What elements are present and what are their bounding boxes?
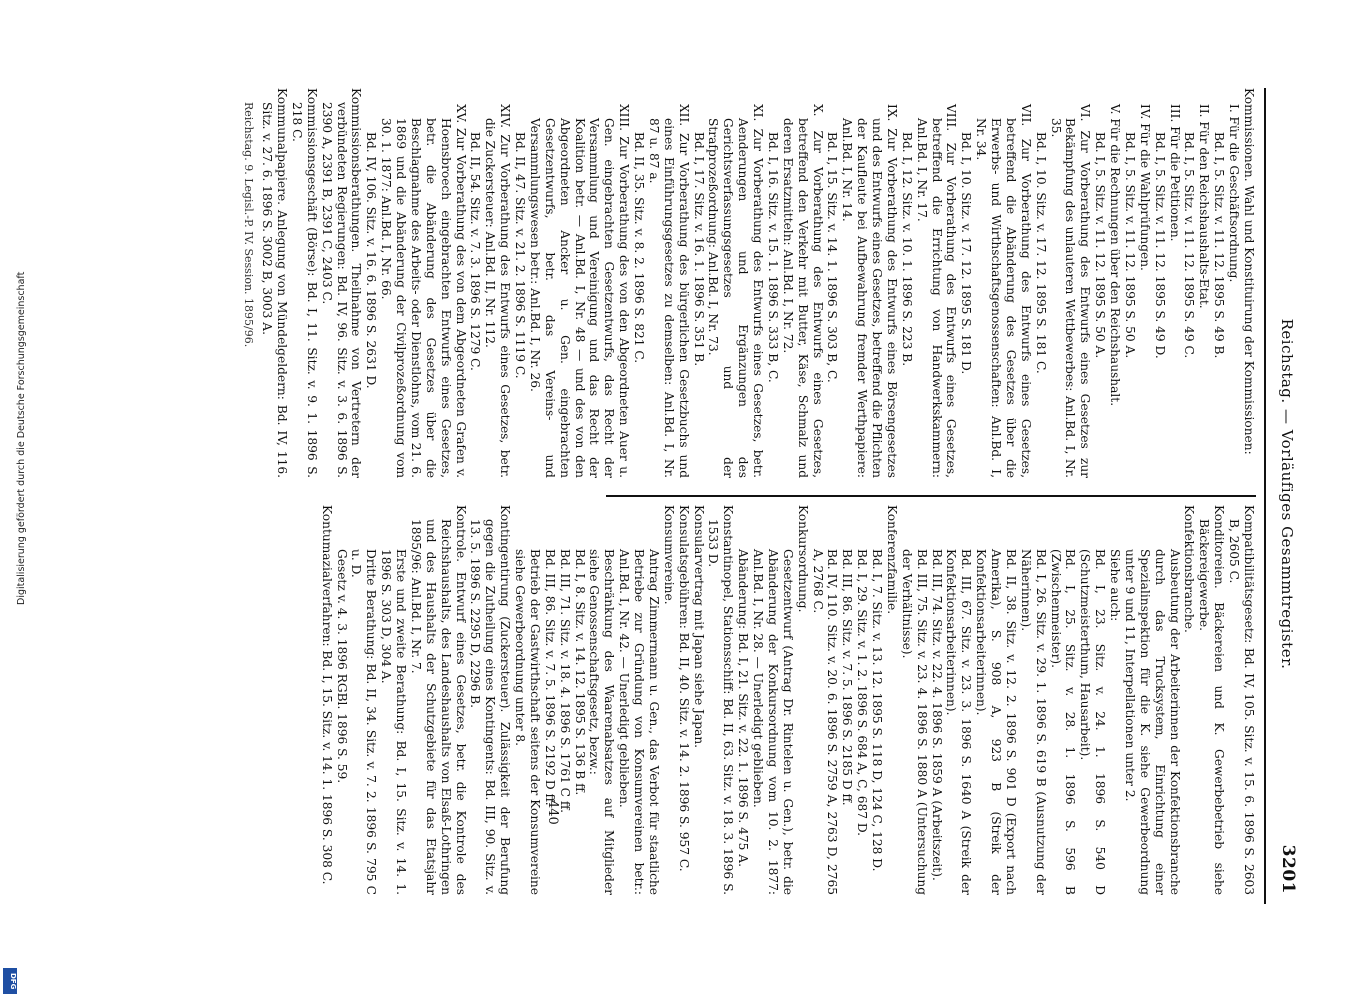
index-entry: Konstantinopel, Stationsschiff: Bd. II, 63. Sitz. v. 18. 3. 1896 S. 1533 D.	[706, 505, 736, 895]
column-divider	[606, 495, 1256, 497]
left-column	[242, 88, 1256, 478]
index-subentry: VII. Zur Vorberathung des Entwurfs eines Gesetzes, betreffend die Abänderung des Gesetzes über die Erwerbs- und Wirthschaftsgenossenschaften: Anl.Bd. I, Nr. 34.	[974, 104, 1033, 478]
index-subentry: Bd. I, 29. Sitz. v. 1. 2. 1896 S. 684 A, C, 687 D.	[855, 549, 870, 837]
footer-page-number: 440	[545, 800, 560, 825]
index-subentry: Erste und zweite Berathung: Bd. I, 15. Sitz. v. 14. 1. 1896 S. 303 D, 304 A.	[379, 549, 409, 895]
index-subentry: Bd. I, 10. Sitz. v. 17. 12. 1895 S. 181 C.	[1033, 132, 1048, 374]
index-subentry: Beschränkung des Waarenabsatzes auf Mitglieder siehe Genossenschaftsgesetz, bezw.:	[587, 549, 617, 895]
dfg-logo: DFG	[3, 968, 17, 994]
index-subentry: Bd. I, 5. Sitz. v. 11. 12. 1895 S. 49 D.	[1152, 132, 1167, 359]
index-subentry: IV. Für die Wahlprüfungen.	[1137, 104, 1152, 271]
index-entry: Kontingentirung (Zuckersteuer). Zulässigkeit der Berufung gegen die Zutheilung eines Kontingents: Bd. III, 90. Sitz. v. 13. 5. 1896 S. 2295 D, 2296 B.	[468, 505, 513, 895]
index-subentry: IX. Zur Vorberathung des Entwurfs eines Börsengesetzes und des Entwurfs eines Gesetzes, betreffend die Pflichten der Kaufleute bei Aufbewahrung fremder Werthpapiere: Anl.Bd. I, Nr. 14.	[840, 104, 899, 478]
index-subentry: Bd. I, 5. Sitz. v. 11. 12. 1895 S. 50 A.	[1123, 132, 1137, 359]
index-subentry: Bd. III, 86. Sitz. v. 7. 5. 1896 S. 2185 D ff.	[840, 549, 855, 806]
index-subentry: VIII. Zur Vorberathung des Entwurfs eines Gesetzes, betreffend die Errichtung von Handwerkskammern: Anl.Bd. I, Nr. 17.	[914, 104, 959, 478]
index-subentry: Siehe auch:	[1108, 549, 1123, 622]
index-subentry: Gesetzentwurf (Antrag Dr. Rintelen u. Gen.), betr. die Abänderung der Konkursordnung vom 10. 2. 1877: Anl.Bd. I, Nr. 28. — Unerledigt geblieben.	[751, 549, 795, 895]
index-subentry: Bd. I, 7. Sitz. v. 13. 12. 1895 S. 118 D, 124 C, 128 D.	[870, 549, 885, 872]
index-subentry: Abänderung: Bd. I, 21. Sitz. v. 22. 1. 1896 S. 475 A.	[736, 549, 751, 867]
index-subentry: Bd. III, 67. Sitz. v. 23. 3. 1896 S. 1640 A (Streik der Konfektionsarbeiterinnen).	[944, 549, 974, 895]
index-subentry: Bd. I, 23. Sitz. v. 24. 1. 1896 S. 540 D (Schutzmeisterthum, Hausarbeit).	[1078, 549, 1108, 895]
index-subentry: Antrag Zimmermann u. Gen., das Verbot für staatliche Betriebe zur Gründung von Konsumvereinen betr.: Anl.Bd. I, Nr. 42. — Unerledigt geblieben.	[617, 549, 661, 895]
index-subentry: Bd. I, 25. Sitz. v. 28. 1. 1896 S. 596 B (Zwischenmeister).	[1048, 549, 1078, 895]
index-entry: Konferenzfamilie.	[885, 505, 899, 615]
index-subentry: Bd. I, 17. Sitz. v. 16. 1. 1896 S. 351 B.	[691, 132, 706, 367]
index-subentry: Bd. III, 71. Sitz. v. 18. 4. 1896 S. 1761 C ff.	[557, 549, 572, 813]
index-entry: Konsularvertrag mit Japan siehe Japan.	[691, 505, 706, 749]
index-entry: Kontumazialverfahren: Bd. I, 15. Sitz. v. 14. 1. 1896 S. 308 C.	[319, 505, 334, 885]
index-subentry: Bd. III, 75. Sitz. v. 23. 4. 1896 S. 1880 A (Untersuchung der Verhältnisse).	[899, 549, 929, 895]
index-subentry: V. Für die Rechnungen über den Reichshaushalt.	[1108, 104, 1123, 407]
digitization-credit: Digitalisierung gefördert durch die Deutsche Forschungsgemeinschaft	[16, 271, 27, 605]
index-subentry: Bd. IV, 110. Sitz. v. 20. 6. 1896 S. 2759 A, 2763 D, 2765 A, 2768 C.	[810, 549, 840, 895]
index-entry: Konsulatsgebühren: Bd. II, 40. Sitz. v. 14. 2. 1896 S. 957 C.	[676, 505, 691, 872]
index-subentry: XIV. Zur Vorberathung des Entwurfs eines Gesetzes, betr. die Zuckersteuer: Anl.Bd. II, Nr. 112.	[483, 104, 513, 478]
index-entry: Kommissionsgeschäft (Börse): Bd. I, 11. Sitz. v. 9. 1. 1896 S. 218 C.	[290, 88, 319, 478]
index-subentry: XI. Zur Vorberathung des Entwurfs eines Gesetzes, betr. Aenderungen und Ergänzungen des Gerichtsverfassungsgesetzes und der Strafprozeßordnung: Anl.Bd. I, Nr. 73.	[706, 104, 766, 478]
index-subentry: X. Zur Vorberathung des Entwurfs eines Gesetzes, betreffend den Verkehr mit Butter, Käse, Schmalz und deren Ersatzmitteln: Anl.Bd. I, Nr. 72.	[780, 104, 825, 478]
right-column	[319, 505, 1256, 895]
index-entry: Konditoreien. Bäckereien und K. Gewerbebetrieb siehe Bäckereigewerbe.	[1197, 505, 1227, 895]
index-entry: Kommissionsberathungen. Theilnahme von Vertretern der verbündeten Regierungen: Bd. IV, 96. Sitz. v. 3. 6. 1896 S. 2390 A, 2391 B, 2391 C, 2403 C.	[319, 88, 364, 478]
index-subentry: Bd. I, 8. Sitz. v. 14. 12. 1895 S. 136 B ff.	[572, 549, 587, 796]
document-page	[120, 80, 1300, 910]
index-subentry: Bd. III, 86. Sitz. v. 7. 5. 1896 S. 2192 D ff.	[542, 549, 557, 806]
index-subentry: Bd. I, 5. Sitz. v. 11. 12. 1895 S. 50 A.	[1093, 132, 1108, 359]
page-header	[1268, 94, 1300, 894]
index-subentry: III. Für die Petitionen.	[1167, 104, 1182, 242]
index-subentry: Bd. III, 74. Sitz. v. 22. 4. 1896 S. 1859 A (Arbeitszeit).	[929, 549, 944, 881]
index-subentry: Bd. IV, 106. Sitz. v. 16. 6. 1896 S. 2631 D.	[364, 132, 379, 389]
index-entry: Kompatibilitätsgesetz: Bd. IV, 105. Sitz. v. 15. 6. 1896 S. 2603 B, 2605 C.	[1227, 505, 1256, 895]
index-subentry: Dritte Berathung: Bd. II, 34. Sitz. v. 7. 2. 1896 S. 795 C u. D.	[349, 549, 379, 895]
index-subentry: I. Für die Geschäftsordnung.	[1227, 104, 1242, 283]
page-number: 3201	[1278, 844, 1298, 894]
index-subentry: Bd. I, 16. Sitz. v. 15. 1. 1896 S. 333 B, C.	[766, 132, 780, 383]
page-signature: Reichstag. 9. Legisl.-P. IV. Session. 1895/96.	[242, 102, 256, 348]
index-subentry: XII. Zur Vorberathung des bürgerlichen Gesetzbuchs und eines Einführungsgesetzes zu demselben: Anl.Bd. I, Nr. 87 u. 87 a.	[647, 104, 691, 478]
index-subentry: Bd. I, 12. Sitz. v. 10. 1. 1896 S. 223 B.	[899, 132, 914, 367]
index-subentry: Bd. II, 38. Sitz. v. 12. 2. 1896 S. 901 D (Export nach Amerika), S. 908 A, 923 B (Streik der Konfektionsarbeiterinnen).	[974, 549, 1018, 895]
header-rule	[1264, 88, 1266, 904]
index-subentry: Bd. I, 10. Sitz. v. 17. 12. 1895 S. 181 D.	[959, 132, 974, 375]
index-subentry: Bd. II, 35. Sitz. v. 8. 2. 1896 S. 821 C.	[632, 132, 647, 364]
index-subentry: Bd. I, 26. Sitz. v. 29. 1. 1896 S. 619 B (Ausnutzung der Näherinnen).	[1018, 549, 1048, 895]
index-subentry: Bd. I, 15. Sitz. v. 14. 1. 1896 S. 303 B, C.	[825, 132, 840, 383]
index-subentry: Bd. II, 54. Sitz. v. 7. 3. 1896 S. 1279 C.	[468, 132, 483, 371]
running-title: Reichstag. — Vorläufiges Gesammtregister.	[1278, 318, 1296, 670]
digitization-sidebar	[2, 0, 27, 1000]
index-subentry: Ausbeutung der Arbeiterinnen der Konfektionsbranche durch das Trucksystem, Einrichtung einer Spezialinspektion für die K. siehe Gewerbeordnung unter 9 und 11, Interpellationen unter 2.	[1123, 549, 1182, 895]
index-entry: Konfektionsbranche.	[1182, 505, 1197, 633]
index-subentry: XV. Zur Vorberathung des von dem Abgeordneten Grafen v. Hoensbroech eingebrachten Entwurfs eines Gesetzes, betr. die Abänderung des Gesetzes über die Beschlagnahme des Arbeits- oder Dienstlohns, vom 21. 6. 1869 und die Abänderung der Civilprozeßordnung vom 30. 1. 1877: Anl.Bd. I, Nr. 66.	[379, 104, 468, 478]
index-entry: Kommunalpapiere. Anlegung von Mündelgeldern: Bd. IV, 116. Sitz. v. 27. 6. 1896 S. 3002 B, 3003 A.	[260, 88, 290, 478]
index-subentry: XIII. Zur Vorberathung des von den Abgeordneten Auer u. Gen. eingebrachten Gesetzentwurfs, das Recht der Versammlung und Vereinigung und das Recht der Koalition betr. — Anl.Bd. I, Nr. 48 — und des von den Abgeordneten Ancker u. Gen. eingebrachten Gesetzentwurfs, betr. das Vereins- und Versammlungswesen betr.: Anl.Bd. I, Nr. 26.	[528, 104, 632, 478]
index-subentry: Gesetz v. 4. 3. 1896 RGBl. 1896 S. 59.	[334, 549, 349, 784]
index-entry: Kommissionen. Wahl und Konstituirung der Kommissionen:	[1242, 88, 1256, 455]
index-subentry: Bd. I, 5. Sitz. v. 11. 12. 1895 S. 49 B.	[1212, 132, 1227, 359]
index-subentry: Bd. I, 5. Sitz. v. 11. 12. 1895 S. 49 C.	[1182, 132, 1197, 359]
index-subentry: Bd. II, 47. Sitz. v. 21. 2. 1896 S. 1119 C.	[513, 132, 528, 379]
index-subentry: Betrieb der Gastwirthschaft seitens der Konsumvereine siehe Gewerbeordnung unter 8.	[513, 549, 542, 895]
index-subentry: II. Für den Reichshaushalts-Etat.	[1197, 104, 1212, 309]
index-subentry: VI. Zur Vorberathung des Entwurfs eines Gesetzes zur Bekämpfung des unlauteren Wettbewerbes: Anl.Bd. I, Nr. 35.	[1048, 104, 1093, 478]
index-entry: Kontrole. Entwurf eines Gesetzes, betr. die Kontrole des Reichshaushalts, des Landeshaushalts von Elsaß-Lothringen und des Haushalts der Schutzgebiete für das Etatsjahr 1895/96: Anl.Bd. I, Nr. 7.	[409, 505, 468, 895]
index-entry: Konkursordnung.	[795, 505, 810, 613]
index-entry: Konsumvereine.	[661, 505, 676, 605]
